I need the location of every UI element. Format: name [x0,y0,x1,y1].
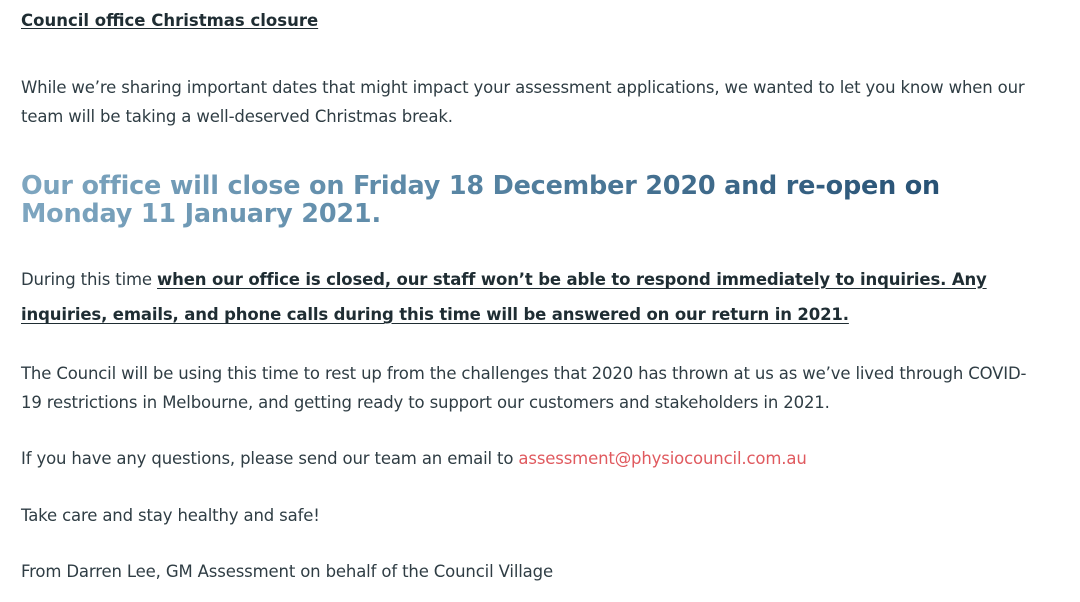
intro-paragraph: While we’re sharing important dates that might impact your assessment applications, we wanted to let you know when our team will be taking a well-deserved Christmas break. [21,78,1025,126]
closure-headline: Our office will close on Friday 18 December 2020 and re-open on Monday 11 January 2021. [21,173,961,228]
closure-notice-paragraph [21,262,1021,332]
closure-notice-emphasis: when our office is closed, our staff won’t be able to respond immediately to inquiries. Any inquiries, emails, and phone calls during this time will be answered on our return in 2021. [21,270,987,324]
take-care-paragraph: Take care and stay healthy and safe! [21,506,320,525]
questions-paragraph [21,445,807,474]
email-link[interactable]: assessment@physiocouncil.com.au [518,449,807,468]
signoff-paragraph: From Darren Lee, GM Assessment on behalf of the Council Village [21,562,553,581]
section-title: Council office Christmas closure [21,11,319,30]
questions-prefix: If you have any questions, please send our team an email to [21,449,519,468]
closure-notice-prefix: During this time [21,270,158,289]
council-paragraph: The Council will be using this time to rest up from the challenges that 2020 has thrown at us as we’ve lived through COVID-19 restrictions in Melbourne, and getting ready to support our customers and stakeholders in 2021. [21,364,1027,412]
